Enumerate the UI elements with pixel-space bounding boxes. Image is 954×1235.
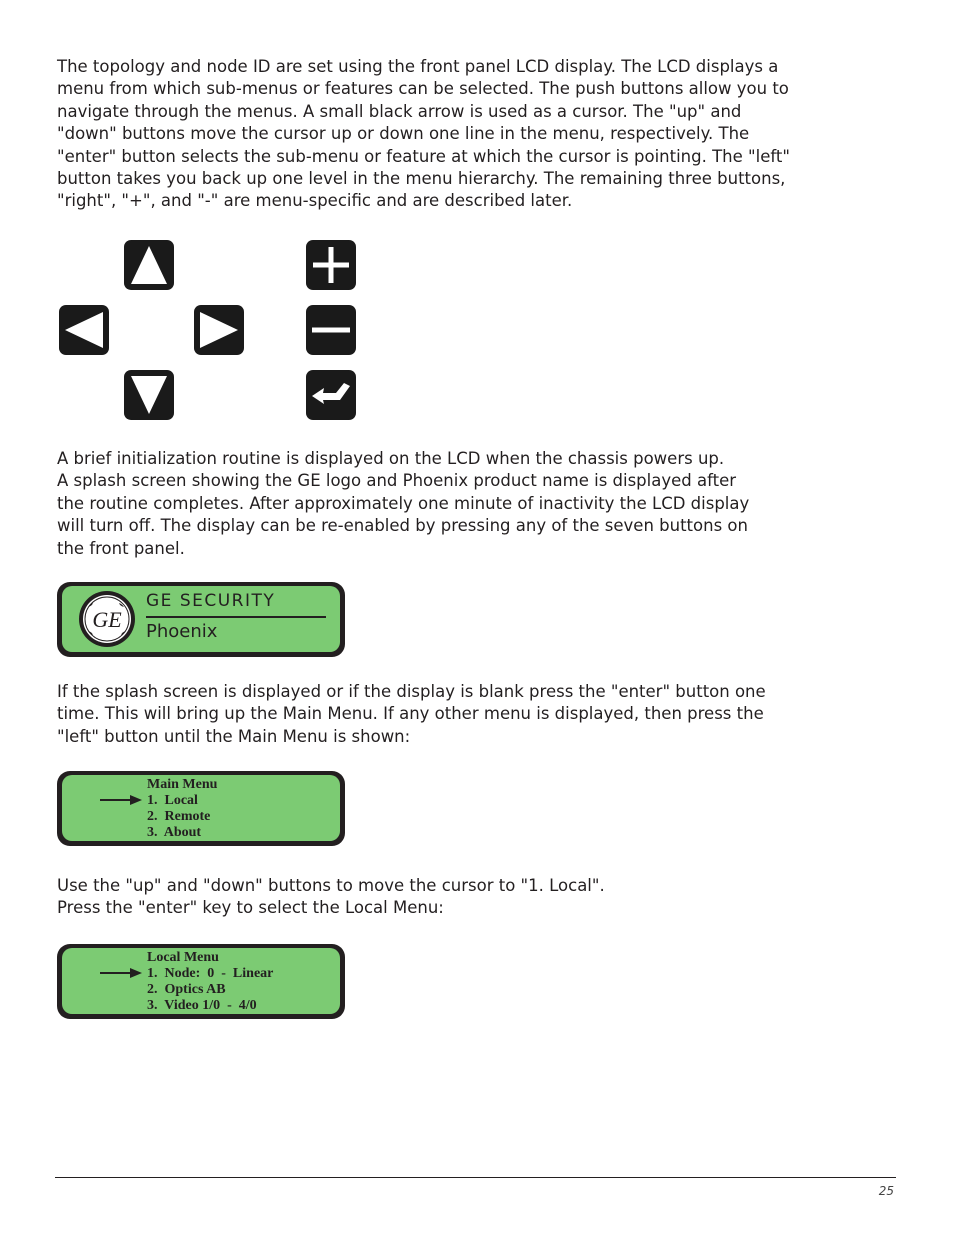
divider (146, 616, 326, 618)
text-line: A brief initialization routine is displayed on the LCD when the chassis powers up. (57, 449, 725, 468)
text-line: the front panel. (57, 538, 185, 558)
ge-logo (78, 590, 136, 648)
menu-item-local: 1. Local (147, 793, 198, 808)
footer-rule (55, 1177, 896, 1178)
text-line: "down" buttons move the cursor up or down one line in the menu, respectively. The (57, 124, 750, 144)
splash-screen-lcd (57, 582, 345, 657)
lcd-display (62, 586, 340, 652)
text-line: menu from which sub-menus or features can be selected. The push buttons allow you to (57, 79, 789, 99)
text-line: The topology and node ID are set using the front panel LCD display. The LCD displays a (57, 57, 779, 76)
text-line: "right", "+", and "-" are menu-specific and are described later. (57, 191, 573, 211)
intro-paragraph (57, 56, 790, 213)
menu-paragraph (57, 681, 777, 748)
text-line: "left" button until the Main Menu is shown: (57, 726, 411, 746)
text-line: Press the "enter" key to select the Local Menu: (57, 898, 444, 918)
text-line: time. This will bring up the Main Menu. If any other menu is displayed, then press the (57, 704, 764, 724)
up-button (124, 240, 174, 290)
cursor-arrow-icon (100, 968, 142, 978)
local-menu-lcd (57, 944, 345, 1019)
enter-button (306, 370, 356, 420)
svg-text:GE: GE (92, 607, 122, 632)
left-button (59, 305, 109, 355)
menu-list (147, 777, 217, 841)
local-paragraph (57, 875, 777, 920)
enter-icon (306, 370, 356, 420)
menu-title: Main Menu (147, 777, 218, 792)
lcd-display (62, 948, 340, 1014)
arrow-left-icon (59, 305, 109, 355)
text-line: "enter" button selects the sub-menu or feature at which the cursor is pointing. The "left" (57, 146, 790, 166)
right-button (194, 305, 244, 355)
plus-icon (306, 240, 356, 290)
page-number: 25 (878, 1184, 894, 1198)
plus-button (306, 240, 356, 290)
menu-item-video: 3. Video 1/0 - 4/0 (147, 998, 257, 1013)
arrow-right-icon (194, 305, 244, 355)
splash-product-name: Phoenix (146, 621, 218, 642)
cursor-arrow-icon (100, 795, 142, 805)
init-paragraph (57, 448, 777, 560)
main-menu-lcd (57, 771, 345, 846)
menu-title: Local Menu (147, 950, 219, 965)
text-line: Use the "up" and "down" buttons to move the cursor to "1. Local". (57, 876, 605, 895)
menu-item-node: 1. Node: 0 - Linear (147, 966, 274, 981)
down-button (124, 370, 174, 420)
arrow-down-icon (124, 370, 174, 420)
text-line: navigate through the menus. A small black arrow is used as a cursor. The "up" and (57, 101, 742, 121)
text-line: A splash screen showing the GE logo and Phoenix product name is displayed after (57, 471, 737, 491)
lcd-display (62, 775, 340, 841)
minus-button (306, 305, 356, 355)
text-line: will turn off. The display can be re-enabled by pressing any of the seven buttons on (57, 516, 748, 536)
menu-list (147, 950, 273, 1014)
splash-title: GE SECURITY (146, 591, 276, 611)
text-line: the routine completes. After approximately one minute of inactivity the LCD display (57, 493, 750, 513)
menu-item-optics: 2. Optics AB (147, 982, 226, 997)
arrow-up-icon (124, 240, 174, 290)
menu-item-about: 3. About (147, 825, 202, 840)
text-line: button takes you back up one level in the menu hierarchy. The remaining three buttons, (57, 169, 786, 189)
minus-icon (306, 305, 356, 355)
text-line: If the splash screen is displayed or if the display is blank press the "enter" button one (57, 682, 766, 701)
menu-item-remote: 2. Remote (147, 809, 211, 824)
